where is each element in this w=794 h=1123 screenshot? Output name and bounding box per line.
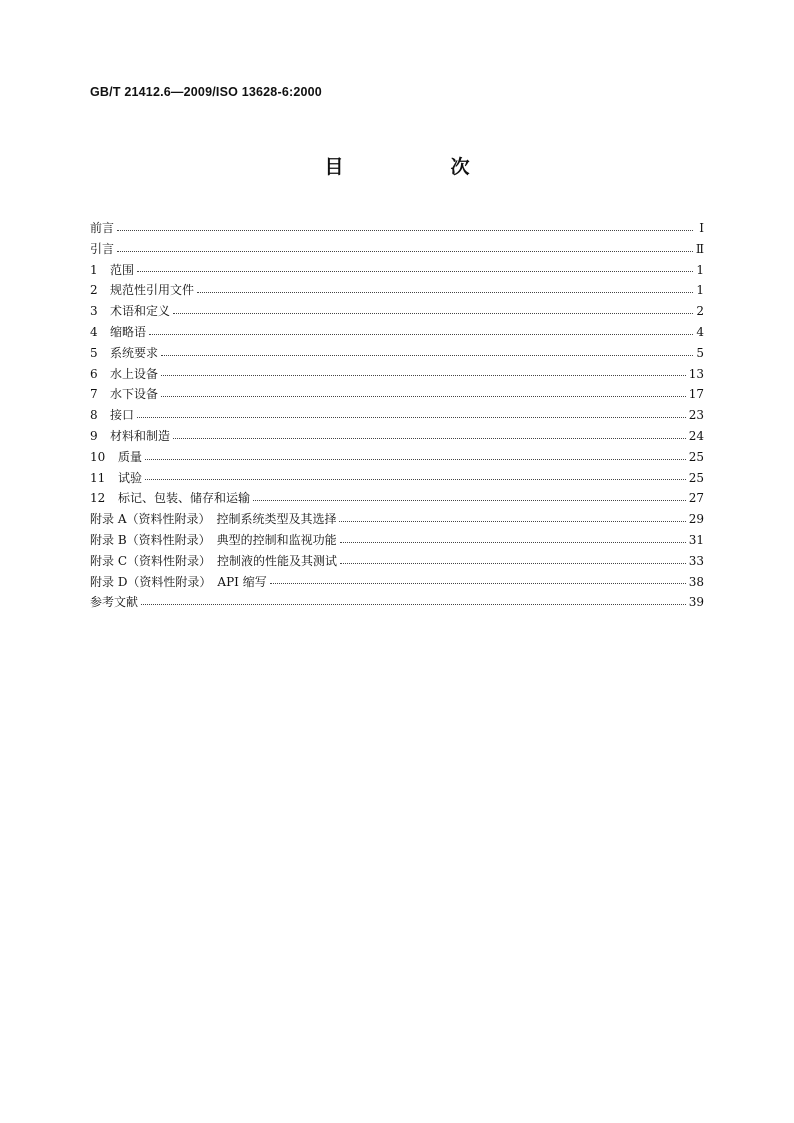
toc-entry-page: 1: [696, 262, 704, 277]
toc-leader-dots: [145, 478, 686, 480]
toc-entry-text: 材料和制造: [110, 428, 171, 443]
toc-entry-page: 2: [696, 304, 704, 319]
toc-entry-text: 质量: [118, 449, 143, 464]
toc-entry-page: 25: [688, 470, 704, 485]
toc-entry[interactable]: [90, 509, 704, 530]
toc-entry[interactable]: [90, 551, 704, 572]
toc-entry-page: 23: [688, 408, 704, 423]
toc-entry-text: 试验: [118, 470, 143, 485]
toc-entry[interactable]: [90, 218, 704, 239]
toc-leader-dots: [145, 458, 686, 460]
toc-entry[interactable]: [90, 384, 704, 405]
toc-entry-page: 1: [696, 283, 704, 298]
toc-entry[interactable]: [90, 301, 704, 322]
toc-leader-dots: [161, 395, 686, 397]
toc-entry-number: 9: [90, 428, 98, 443]
toc-entry-text: 水上设备: [110, 366, 159, 381]
toc-entry-page: Ⅱ: [695, 241, 704, 256]
toc-entry-number: 8: [90, 408, 98, 423]
toc-entry-number: 2: [90, 283, 98, 298]
toc-entry-page: 31: [688, 532, 704, 547]
toc-leader-dots: [270, 582, 686, 584]
toc-entry[interactable]: [90, 239, 704, 260]
toc-entry-text: 范围: [110, 262, 135, 277]
toc-leader-dots: [141, 603, 686, 605]
toc-leader-dots: [340, 541, 686, 543]
toc-leader-dots: [173, 437, 686, 439]
toc-entry-text: 附录 D（资料性附录） API 缩写: [90, 574, 267, 589]
toc-entry-number: 5: [90, 345, 98, 360]
toc-leader-dots: [340, 562, 686, 564]
toc-entry-page: 17: [688, 387, 704, 402]
toc-entry-page: 38: [688, 574, 704, 589]
toc-entry-page: 25: [688, 449, 704, 464]
standard-number-header: GB/T 21412.6—2009/ISO 13628-6:2000: [90, 85, 322, 99]
toc-entry-text: 参考文献: [90, 595, 139, 610]
toc-entry-number: 11: [90, 470, 106, 485]
toc-leader-dots: [253, 499, 686, 501]
toc-entry-text: 附录 A（资料性附录） 控制系统类型及其选择: [90, 512, 337, 527]
toc-entry-text: 附录 C（资料性附录） 控制液的性能及其测试: [90, 553, 337, 568]
toc-title: 目 次: [324, 156, 514, 178]
toc-entry-number: 12: [90, 491, 106, 506]
toc-leader-dots: [137, 270, 693, 272]
toc-entry[interactable]: [90, 426, 704, 447]
toc-entry-page: 27: [688, 491, 704, 506]
toc-entry-page: 24: [688, 428, 704, 443]
toc-entry-page: 4: [696, 324, 704, 339]
toc-leader-dots: [117, 229, 693, 231]
toc-leader-dots: [197, 291, 693, 293]
toc-entry-text: 标记、包装、储存和运输: [118, 491, 251, 506]
toc-entry[interactable]: [90, 364, 704, 385]
toc-entry-number: 4: [90, 324, 98, 339]
toc-leader-dots: [117, 250, 693, 252]
toc-entry[interactable]: [90, 530, 704, 551]
toc-entry-text: 系统要求: [110, 345, 159, 360]
toc-entry-text: 缩略语: [110, 324, 147, 339]
toc-entry-page: 5: [696, 345, 704, 360]
toc-entry-page: 33: [688, 553, 704, 568]
toc-entry-text: 术语和定义: [110, 304, 171, 319]
toc-entry-text: 接口: [110, 408, 135, 423]
toc-leader-dots: [161, 354, 693, 356]
toc-entry[interactable]: [90, 322, 704, 343]
toc-entry[interactable]: [90, 260, 704, 281]
toc-entry-text: 附录 B（资料性附录） 典型的控制和监视功能: [90, 532, 337, 547]
toc-entry-page: Ⅰ: [699, 221, 704, 235]
toc-entry[interactable]: [90, 447, 704, 468]
toc-leader-dots: [339, 520, 685, 522]
toc-leader-dots: [173, 312, 693, 314]
toc-entry-number: 6: [90, 366, 98, 381]
table-of-contents: [90, 218, 704, 613]
toc-entry-text: 前言: [90, 221, 115, 235]
toc-entry[interactable]: [90, 405, 704, 426]
toc-entry-page: 39: [688, 595, 704, 610]
toc-entry[interactable]: [90, 572, 704, 593]
toc-entry-number: 7: [90, 387, 98, 402]
toc-entry[interactable]: [90, 488, 704, 509]
toc-entry[interactable]: [90, 343, 704, 364]
toc-entry-number: 1: [90, 262, 98, 277]
toc-entry-page: 13: [688, 366, 704, 381]
toc-entry-text: 引言: [90, 241, 115, 256]
toc-entry[interactable]: [90, 468, 704, 489]
toc-entry[interactable]: [90, 280, 704, 301]
toc-leader-dots: [161, 374, 686, 376]
toc-entry[interactable]: [90, 592, 704, 613]
toc-entry-number: 10: [90, 449, 106, 464]
toc-entry-page: 29: [688, 512, 704, 527]
toc-entry-number: 3: [90, 304, 98, 319]
toc-entry-text: 水下设备: [110, 387, 159, 402]
toc-leader-dots: [137, 416, 686, 418]
toc-entry-text: 规范性引用文件: [110, 283, 195, 298]
toc-leader-dots: [149, 333, 693, 335]
